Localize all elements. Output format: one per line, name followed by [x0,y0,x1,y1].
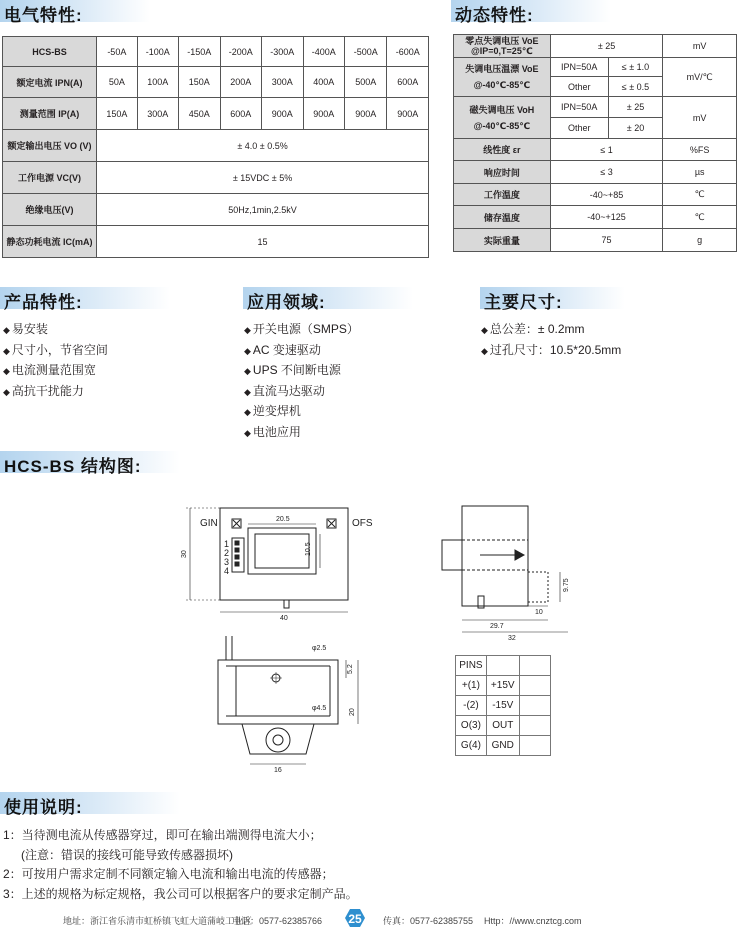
pin-id: -(2) [456,696,487,716]
page-number: 25 [348,912,362,926]
vo-value: ± 4.0 ± 0.5% [97,130,429,162]
list-item: ◆ 尺寸小，节省空间 [3,342,108,357]
footer-web: Http：//www.cnztcg.com [484,916,582,926]
pin-function: +15V [486,676,519,696]
dyn-label: 线性度 εr [454,139,551,161]
vc-value: ± 15VDC ± 5% [97,162,429,194]
rated-cell: 150A [179,67,220,98]
rated-cell: 50A [97,67,137,98]
pin-id: O(3) [456,716,487,736]
section-title: 主要尺寸: [484,293,563,312]
dyn-unit: ℃ [663,184,737,206]
dynamic-table [453,34,737,252]
dim-pin-4: 4 [224,566,230,576]
dim-20: 20 [349,708,356,716]
dyn-value: ≤ ± 0.5 [608,77,663,97]
dyn-label: 实际重量 [454,229,551,252]
range-cell: 450A [179,98,220,130]
dyn-unit: mV [663,97,737,139]
dyn-sub-label: IPN=50A [550,58,608,77]
dyn-value: ≤ ± 1.0 [608,58,663,77]
list-item: ◆ 总公差：± 0.2mm [481,322,585,336]
pin-function: -15V [486,696,519,716]
dim-pin-3: 3 [224,557,230,567]
dim-gin: GIN [200,518,218,529]
diamond-bullet-icon: ◆ [244,325,251,335]
usage-item: 2：可按用户需求定制不同额定输入电流和输出电流的传感器； [3,867,334,881]
iso-value: 50Hz,1min,2.5kV [97,194,429,226]
pins-table [455,655,551,756]
usage-item: 3：上述的规格为标定规格，我公司可以根据客户的要求定制产品。 [3,886,358,901]
usage-item: 1：当待测电流从传感器穿过，即可在输出端测得电流大小； [3,828,322,842]
diamond-bullet-icon: ◆ [244,427,251,438]
dyn-sub-label: Other [550,77,608,97]
diamond-bullet-icon: ◆ [3,345,10,356]
list-item: ◆ 电流测量范围宽 [3,363,96,377]
dyn-unit: %FS [663,139,737,161]
range-cell: 900A [387,98,429,130]
list-item: ◆ 逆变焊机 [244,404,301,418]
vc-label: 工作电源 VC(V) [3,162,97,194]
section-header-electrical [0,0,150,25]
dyn-unit: mV [663,35,737,58]
dyn-label: 响应时间 [454,161,551,184]
section-header-dimension [480,287,625,312]
list-item: ◆ 开关电源（SMPS） [244,322,359,336]
section-header-dynamic [451,0,611,25]
pins-title: PINS [456,656,487,676]
pin-function: GND [486,736,519,756]
page-number-badge [345,909,365,927]
dim-2-5: φ2.5 [312,645,327,652]
range-label: 测量范围 IP(A) [3,98,97,130]
model-cell: -600A [387,37,429,67]
dyn-label: 零点失调电压 VoE @IP=0,T=25℃ [454,35,551,58]
dim-5-2: 5.2 [347,664,354,674]
rated-cell: 100A [137,67,178,98]
footer-address: 地址：浙江省乐清市虹桥镇飞虹大道蒲岐工业区 [63,916,253,926]
dim-10-5: 10.5 [305,542,312,556]
rated-cell: 600A [387,67,429,98]
diamond-bullet-icon: ◆ [244,386,251,397]
dim-ofs: OFS [352,518,373,529]
section-title: HCS-BS 结构图: [4,457,142,476]
section-title: 动态特性: [455,6,534,25]
list-item: ◆ 易安装 [3,322,48,336]
range-cell: 900A [262,98,303,130]
iso-label: 绝缘电压(V) [3,194,97,226]
dim-16: 16 [274,767,282,774]
pin-function: OUT [486,716,519,736]
usage-list [3,826,358,904]
dyn-value: 75 [550,229,663,252]
usage-item: (注意：错误的接线可能导致传感器损坏) [21,847,233,862]
list-item: ◆ AC 变速驱动 [244,342,321,357]
dyn-unit: ℃ [663,206,737,229]
ic-value: 15 [97,226,429,258]
diamond-bullet-icon: ◆ [244,407,251,417]
diamond-bullet-icon: ◆ [3,325,10,335]
dyn-value: ≤ 3 [550,161,663,184]
section-title: 使用说明: [4,798,83,817]
vo-label: 额定输出电压 VO (V) [3,130,97,162]
dyn-unit: mV/℃ [663,58,737,97]
section-header-usage [0,792,180,817]
model-cell: -100A [137,37,178,67]
product-list [3,320,108,402]
footer-fax: 传真：0577-62385755 [383,916,474,926]
dyn-value: -40~+85 [550,184,663,206]
dyn-value: -40~+125 [550,206,663,229]
dyn-value: ± 20 [608,118,663,139]
rated-cell: 500A [344,67,386,98]
model-cell: -150A [179,37,220,67]
pin-id: +(1) [456,676,487,696]
dim-40: 40 [280,615,288,622]
dyn-unit: µs [663,161,737,184]
range-cell: 600A [220,98,261,130]
dim-30: 30 [181,550,188,558]
dimension-list [481,320,621,361]
diamond-bullet-icon: ◆ [481,325,488,335]
list-item: ◆ 过孔尺寸：10.5*20.5mm [481,342,622,357]
dim-10: 10 [535,609,543,616]
dim-pin-1: 1 [224,539,230,549]
model-cell: -500A [344,37,386,67]
section-header-product [0,287,170,312]
dyn-label: 磁失调电压 VoH @-40℃-85℃ [454,97,551,139]
section-title: 产品特性: [4,293,83,312]
dim-20-5: 20.5 [276,516,290,523]
dyn-value: ≤ 1 [550,139,663,161]
dyn-unit: g [663,229,737,252]
model-cell: -200A [220,37,261,67]
diamond-bullet-icon: ◆ [3,366,10,376]
list-item: ◆ UPS 不间断电源 [244,363,341,377]
rated-cell: 200A [220,67,261,98]
electrical-table [2,36,429,258]
rated-cell: 400A [303,67,344,98]
footer-tel: 电话：0577-62385766 [232,916,323,926]
application-list [244,320,359,443]
diamond-bullet-icon: ◆ [244,366,251,376]
ic-label: 静态功耗电流 IC(mA) [3,226,97,258]
model-cell: -50A [97,37,137,67]
dyn-value: ± 25 [608,97,663,118]
range-cell: 300A [137,98,178,130]
model-label: HCS-BS [3,37,97,67]
dim-pin-2: 2 [224,548,230,558]
dyn-label: 工作温度 [454,184,551,206]
rated-cell: 300A [262,67,303,98]
dim-4-5: φ4.5 [312,705,327,712]
dyn-label: 失调电压温漂 VoE @-40℃-85℃ [454,58,551,97]
footer [0,912,739,928]
dim-32: 32 [508,635,516,642]
section-header-application [243,287,413,312]
dim-9-75: 9.75 [563,578,570,592]
dyn-sub-label: IPN=50A [550,97,608,118]
diamond-bullet-icon: ◆ [3,386,10,397]
model-cell: -400A [303,37,344,67]
dim-29-7: 29.7 [490,623,504,630]
section-title: 电气特性: [4,6,83,25]
dyn-value: ± 25 [550,35,663,58]
diamond-bullet-icon: ◆ [244,345,251,356]
rated-label: 额定电流 IPN(A) [3,67,97,98]
section-title: 应用领域: [247,293,326,312]
list-item: ◆ 直流马达驱动 [244,383,325,398]
range-cell: 150A [97,98,137,130]
model-cell: -300A [262,37,303,67]
section-header-structure [0,451,180,476]
diamond-bullet-icon: ◆ [481,345,488,356]
range-cell: 900A [303,98,344,130]
dyn-label: 储存温度 [454,206,551,229]
dyn-sub-label: Other [550,118,608,139]
pin-id: G(4) [456,736,487,756]
range-cell: 900A [344,98,386,130]
list-item: ◆ 电池应用 [244,424,301,439]
list-item: ◆ 高抗干扰能力 [3,383,84,398]
